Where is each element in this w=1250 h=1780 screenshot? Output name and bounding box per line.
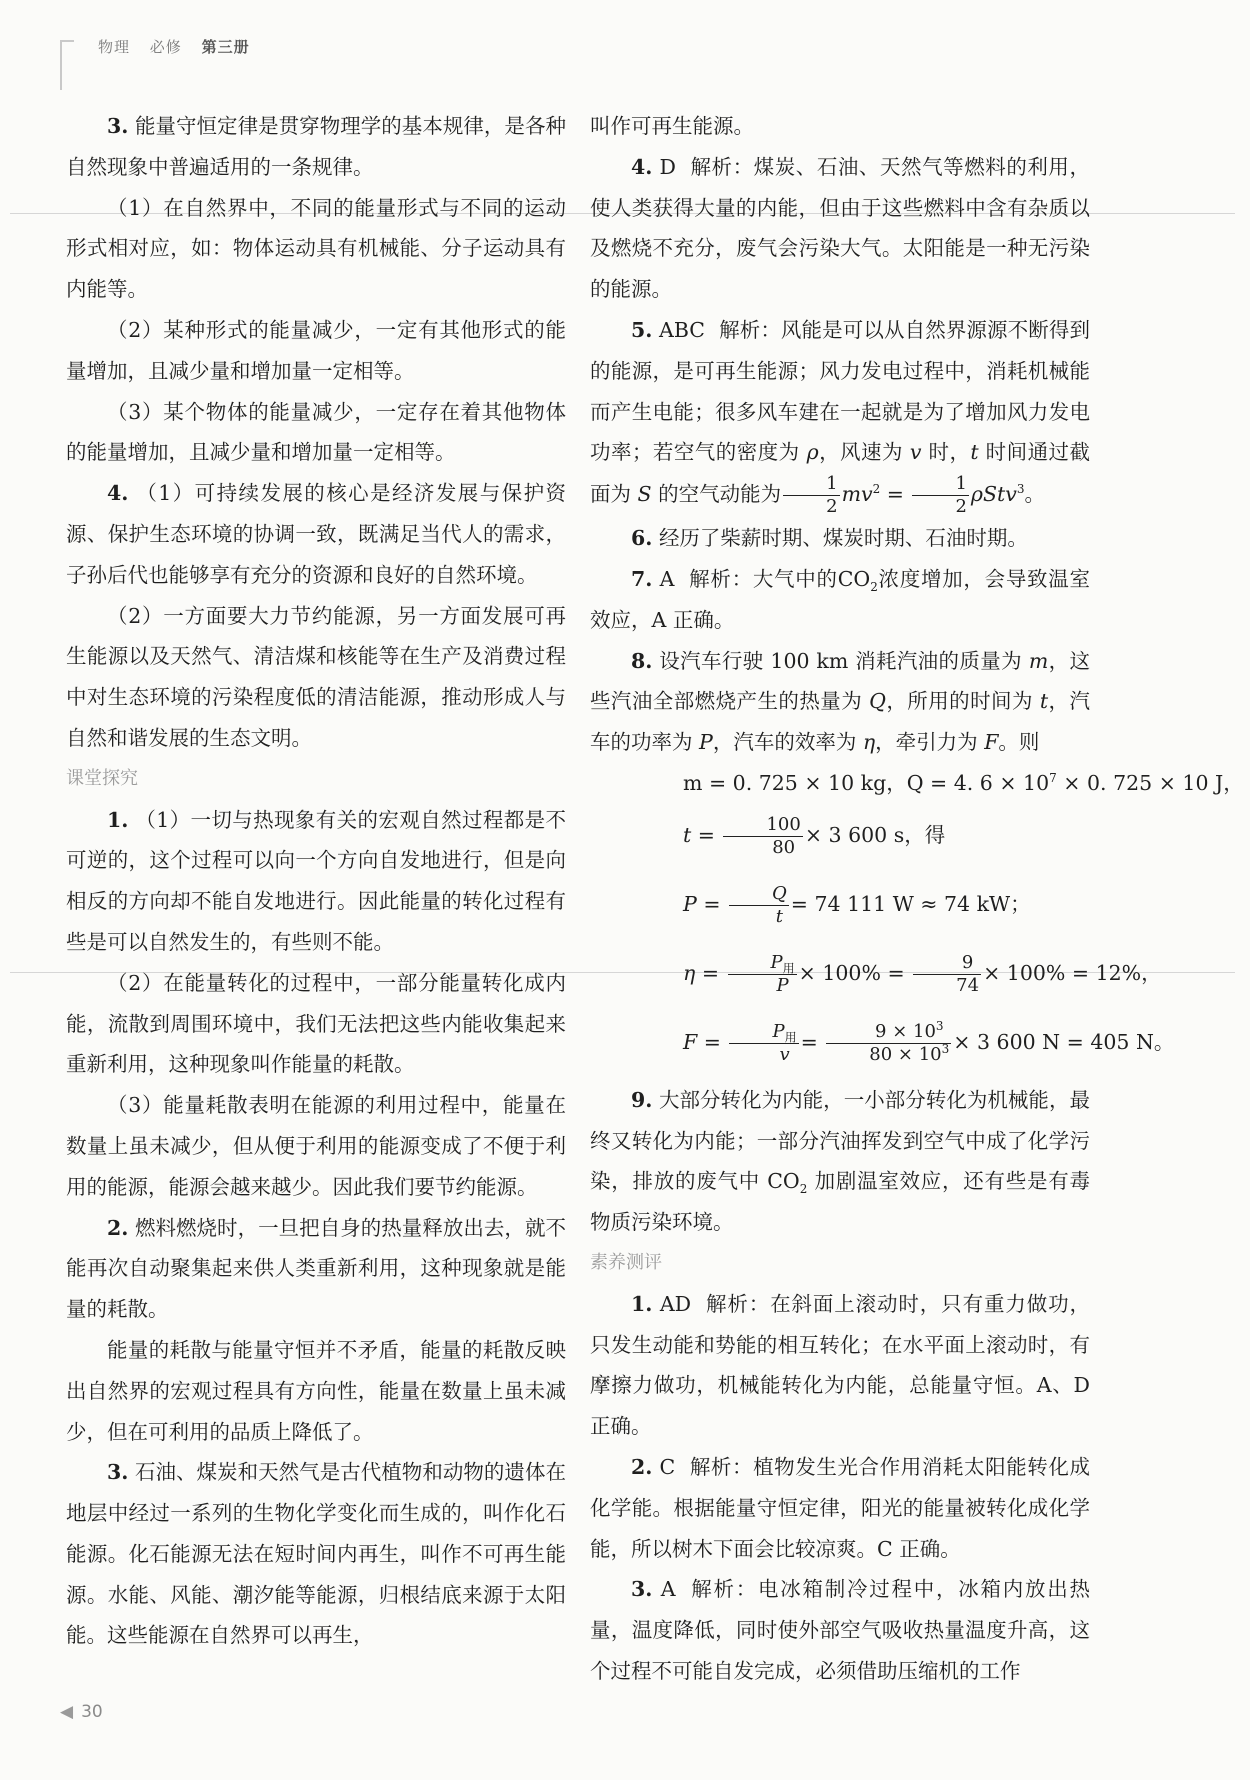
formula-line: t = $\frac{100}{80}$ × 3 600 s，得 bbox=[683, 813, 946, 858]
header-book: 第三册 bbox=[201, 38, 250, 56]
paragraph: 5. ABC 解析：风能是可以从自然界源源不断得到的能源，是可再生能源；风力发电过程中，消耗机械能而产生电能；很多风车建在一起就是为了增加风力发电功率；若空气的密度为 ρ，风速为 v 时，t 时间通过截面为 S 的空气动能为 $\frac{1}{2}$ $mv^2$ = $\frac{1}{2}$ ρStv$^3$。 bbox=[590, 317, 1090, 518]
corner-mark bbox=[60, 40, 74, 90]
paragraph: （3）某个物体的能量减少，一定存在着其他物体的能量增加，且减少量和增加量一定相等。 bbox=[66, 399, 566, 465]
paragraph: 1. （1）一切与热现象有关的宏观自然过程都是不可逆的，这个过程可以向一个方向自发地进行，但是向相反的方向却不能自发地进行。因此能量的转化过程有些是可以自然发生的，有些则不能。 bbox=[66, 807, 566, 954]
paragraph: 7. A 解析：大气中的$CO_2$浓度增加，会导致温室效应，A 正确。 bbox=[590, 566, 1090, 632]
header-subject: 物理 bbox=[98, 38, 131, 56]
paragraph: （1）在自然界中，不同的能量形式与不同的运动形式相对应，如：物体运动具有机械能、分子运动具有内能等。 bbox=[66, 195, 566, 302]
formula-line: η = $\frac{P_用}{P}$ × 100% = $\frac{9}{74}$ × 100% = 12%， bbox=[683, 951, 1162, 996]
paragraph: （2）一方面要大力节约能源，另一方面发展可再生能源以及天然气、清洁煤和核能等在生产及消费过程中对生态环境的污染程度低的清洁能源，推动形成人与自然和谐发展的生态文明。 bbox=[66, 603, 566, 750]
paragraph: 8. 设汽车行驶 100 km 消耗汽油的质量为 m，这些汽油全部燃烧产生的热量为 Q，所用的时间为 t，汽车的功率为 P，汽车的效率为 η，牵引力为 F。则 bbox=[590, 648, 1090, 755]
paragraph: 3. 石油、煤炭和天然气是古代植物和动物的遗体在地层中经过一系列的生物化学变化而生成的，叫作化石能源。化石能源无法在短时间内再生，叫作不可再生能源。水能、风能、潮汐能等能源，归根结底来源于太阳能。这些能源在自然界可以再生， bbox=[66, 1460, 566, 1648]
formula-line: P = $\frac{Q}{t}$ = 74 111 W ≈ 74 kW； bbox=[683, 882, 1031, 927]
paragraph: 2. 燃料燃烧时，一旦把自身的热量释放出去，就不能再次自动聚集起来供人类重新利用，这种现象就是能量的耗散。 bbox=[66, 1215, 566, 1322]
left-column bbox=[66, 106, 566, 1656]
page-number: 30 bbox=[81, 1702, 103, 1722]
paragraph: （2）某种形式的能量减少，一定有其他形式的能量增加，且减少量和增加量一定相等。 bbox=[66, 317, 566, 383]
paragraph: 2. C 解析：植物发生光合作用消耗太阳能转化成化学能。根据能量守恒定律，阳光的能量被转化成化学能，所以树木下面会比较凉爽。C 正确。 bbox=[590, 1454, 1090, 1561]
left-triangle-icon: ◀ bbox=[60, 1702, 74, 1722]
running-header bbox=[60, 32, 360, 92]
header-course: 必修 bbox=[149, 38, 182, 56]
section-title: 素养测评 bbox=[590, 1251, 662, 1273]
paragraph: 9. 大部分转化为内能，一小部分转化为机械能，最终又转化为内能；一部分汽油挥发到空气中成了化学污染，排放的废气中 $CO_2$ 加剧温室效应，还有些是有毒物质污染环境。 bbox=[590, 1087, 1090, 1235]
formula-line: F = $\frac{P_用}{v}$ = $\frac{9 \times 10^3}{80 \times 10^3}$ × 3 600 N = 405 N。 bbox=[683, 1018, 1175, 1065]
right-column bbox=[590, 106, 1244, 1692]
paragraph: 6. 经历了柴薪时期、煤炭时期、石油时期。 bbox=[631, 526, 1028, 551]
section-title: 课堂探究 bbox=[66, 767, 138, 789]
paragraph: 4. D 解析：煤炭、石油、天然气等燃料的利用，使人类获得大量的内能，但由于这些燃料中含有杂质以及燃烧不充分，废气会污染大气。太阳能是一种无污染的能源。 bbox=[590, 154, 1090, 302]
paragraph: 4. （1）可持续发展的核心是经济发展与保护资源、保护生态环境的协调一致，既满足当代人的需求，子孙后代也能够享有充分的资源和良好的自然环境。 bbox=[66, 481, 566, 587]
paragraph: 1. AD 解析：在斜面上滚动时，只有重力做功，只发生动能和势能的相互转化；在水平面上滚动时，有摩擦力做功，机械能转化为内能，总能量守恒。A、D 正确。 bbox=[590, 1291, 1090, 1439]
page-footer bbox=[60, 1702, 103, 1722]
paragraph: 3. 能量守恒定律是贯穿物理学的基本规律，是各种自然现象中普遍适用的一条规律。 bbox=[66, 114, 566, 179]
paragraph: （3）能量耗散表明在能源的利用过程中，能量在数量上虽未减少，但从便于利用的能源变成了不便于利用的能源，能源会越来越少。因此我们要节约能源。 bbox=[66, 1093, 566, 1199]
paragraph: 叫作可再生能源。 bbox=[590, 114, 754, 138]
paragraph: 能量的耗散与能量守恒并不矛盾，能量的耗散反映出自然界的宏观过程具有方向性，能量在数量上虽未减少，但在可利用的品质上降低了。 bbox=[66, 1337, 566, 1444]
formula-line: m = 0. 725 × 10 kg，Q = 4. $6 \times 10^7 \times 0$. 725 × 10 J， bbox=[683, 770, 1244, 795]
paragraph: （2）在能量转化的过程中，一部分能量转化成内能，流散到周围环境中，我们无法把这些内能收集起来重新利用，这种现象叫作能量的耗散。 bbox=[66, 970, 566, 1077]
paragraph: 3. A 解析：电冰箱制冷过程中，冰箱内放出热量，温度降低，同时使外部空气吸收热量温度升高，这个过程不可能自发完成，必须借助压缩机的工作 bbox=[590, 1577, 1090, 1683]
